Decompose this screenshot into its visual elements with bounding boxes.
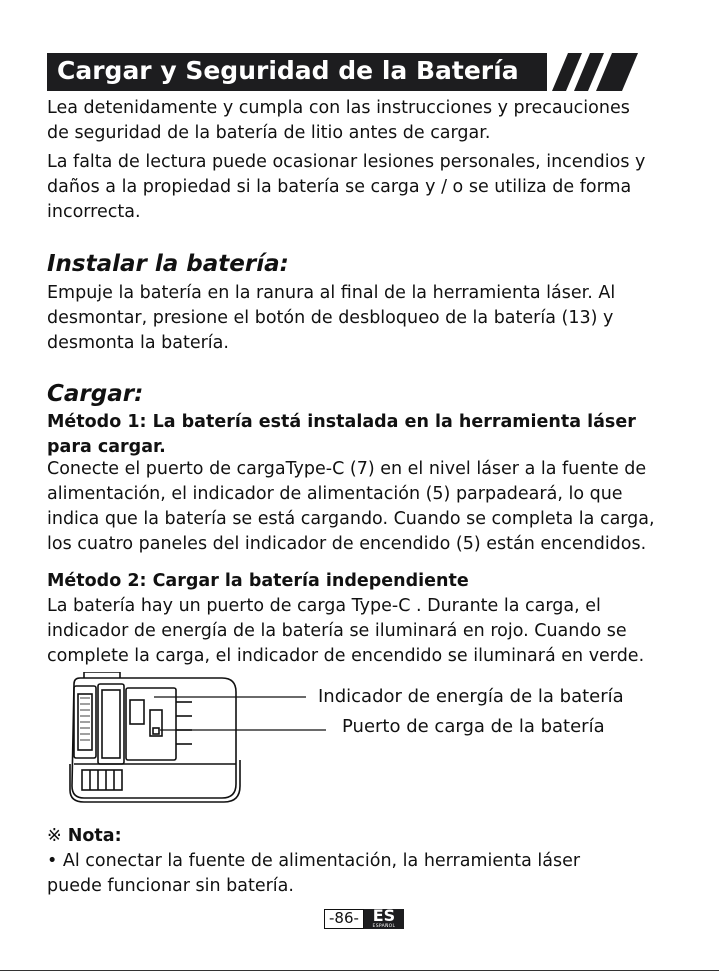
intro-paragraph-2: La falta de lectura puede ocasionar lesiones personales, incendios y daños a la propiedad si la batería se carga y / o se utiliza de forma incorrecta. bbox=[47, 152, 646, 222]
section-header-bar bbox=[47, 53, 547, 91]
page-footer bbox=[324, 906, 404, 929]
intro-paragraph-1: Lea detenidamente y cumpla con las instrucciones y precauciones de seguridad de la batería de litio antes de cargar. bbox=[47, 98, 630, 143]
label-battery-indicator: Indicador de energía de la batería bbox=[318, 686, 624, 707]
language-name: ESPAÑOL bbox=[372, 924, 396, 929]
battery-illustration bbox=[64, 672, 334, 807]
method1-title: Método 1: La batería está instalada en la herramienta láser para cargar. bbox=[47, 412, 636, 457]
note-body: • Al conectar la fuente de alimentación, la herramienta láser puede funcionar sin batería. bbox=[47, 851, 581, 896]
reference-mark-icon: ※ bbox=[47, 826, 62, 846]
page-number: -86- bbox=[324, 909, 364, 929]
language-code: ES bbox=[372, 906, 396, 925]
method2-body: La batería hay un puerto de carga Type-C . Durante la carga, el indicador de energía de la batería se iluminará en rojo. Cuando se complete la carga, el indicador de encendido se iluminará en verde. bbox=[47, 596, 645, 666]
language-tag bbox=[364, 906, 404, 929]
note-label: Nota: bbox=[67, 826, 122, 846]
charge-heading: Cargar: bbox=[47, 381, 144, 407]
install-body: Empuje la batería en la ranura al final de la herramienta láser. Al desmontar, presione el botón de desbloqueo de la batería (13) y desmonta la batería. bbox=[47, 283, 616, 353]
method1-body: Conecte el puerto de cargaType-C (7) en el nivel láser a la fuente de alimentación, el indicador de alimentación (5) parpadeará, lo que indica que la batería se está cargando. Cuando se completa la carga, los cuatro paneles del indicador de encendido (5) están encendidos. bbox=[47, 459, 655, 554]
header-stripes-decoration bbox=[552, 53, 642, 91]
label-charging-port: Puerto de carga de la batería bbox=[342, 716, 605, 737]
page-title: Cargar y Seguridad de la Batería bbox=[57, 56, 519, 85]
note-title bbox=[47, 824, 657, 849]
method2-title: Método 2: Cargar la batería independiente bbox=[47, 571, 469, 591]
bottom-divider bbox=[0, 970, 719, 971]
install-heading: Instalar la batería: bbox=[47, 251, 289, 277]
